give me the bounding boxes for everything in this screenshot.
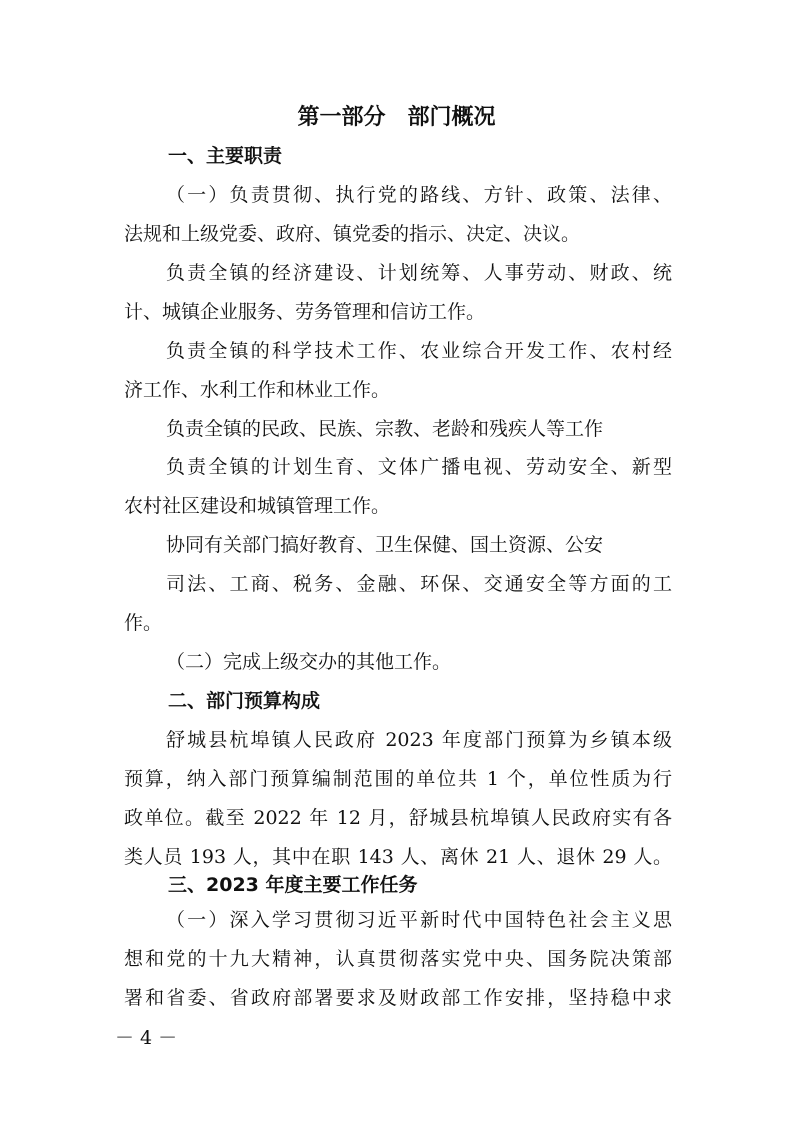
- section-heading-budget-composition: 二、部门预算构成: [168, 690, 321, 712]
- paragraph-line: （二）完成上级交办的其他工作。: [166, 651, 452, 673]
- paragraph-line: 法规和上级党委、政府、镇党委的指示、决定、决议。: [124, 223, 581, 245]
- paragraph-line: 类人员 193 人，其中在职 143 人、离休 21 人、退休 29 人。: [124, 846, 672, 868]
- paragraph-line: 负责全镇的科学技术工作、农业综合开发工作、农村经: [166, 340, 672, 362]
- paragraph-line: 想和党的十九大精神，认真贯彻落实党中央、国务院决策部: [124, 948, 672, 970]
- paragraph-line: 预算，纳入部门预算编制范围的单位共 1 个，单位性质为行: [124, 768, 672, 790]
- paragraph-line: 济工作、水利工作和林业工作。: [124, 379, 391, 401]
- section-heading-main-tasks: 三、2023 年度主要工作任务: [168, 874, 418, 896]
- paragraph-line: 负责全镇的经济建设、计划统筹、人事劳动、财政、统: [166, 262, 672, 284]
- paragraph-line: 政单位。截至 2022 年 12 月，舒城县杭埠镇人民政府实有各: [124, 807, 672, 829]
- paragraph-line: （一）负责贯彻、执行党的路线、方针、政策、法律、: [166, 184, 672, 206]
- paragraph-line: 负责全镇的民政、民族、宗教、老龄和残疾人等工作: [166, 418, 604, 440]
- paragraph-line: 协同有关部门搞好教育、卫生保健、国土资源、公安: [166, 534, 604, 556]
- paragraph-line: 负责全镇的计划生育、文体广播电视、劳动安全、新型: [166, 456, 672, 478]
- paragraph-line: 农村社区建设和城镇管理工作。: [124, 495, 391, 517]
- paragraph-line: 作。: [124, 612, 163, 634]
- paragraph-line: （一）深入学习贯彻习近平新时代中国特色社会主义思: [166, 909, 672, 931]
- page-title: 第一部分 部门概况: [297, 105, 496, 130]
- paragraph-line: 署和省委、省政府部署要求及财政部工作安排，坚持稳中求: [124, 987, 672, 1009]
- paragraph-line: 司法、工商、税务、金融、环保、交通安全等方面的工: [166, 573, 672, 595]
- paragraph-line: 舒城县杭埠镇人民政府 2023 年度部门预算为乡镇本级: [166, 729, 672, 751]
- paragraph-line: 计、城镇企业服务、劳务管理和信访工作。: [124, 301, 486, 323]
- section-heading-main-duties: 一、主要职责: [168, 145, 283, 167]
- page-number: － 4 －: [115, 1027, 178, 1049]
